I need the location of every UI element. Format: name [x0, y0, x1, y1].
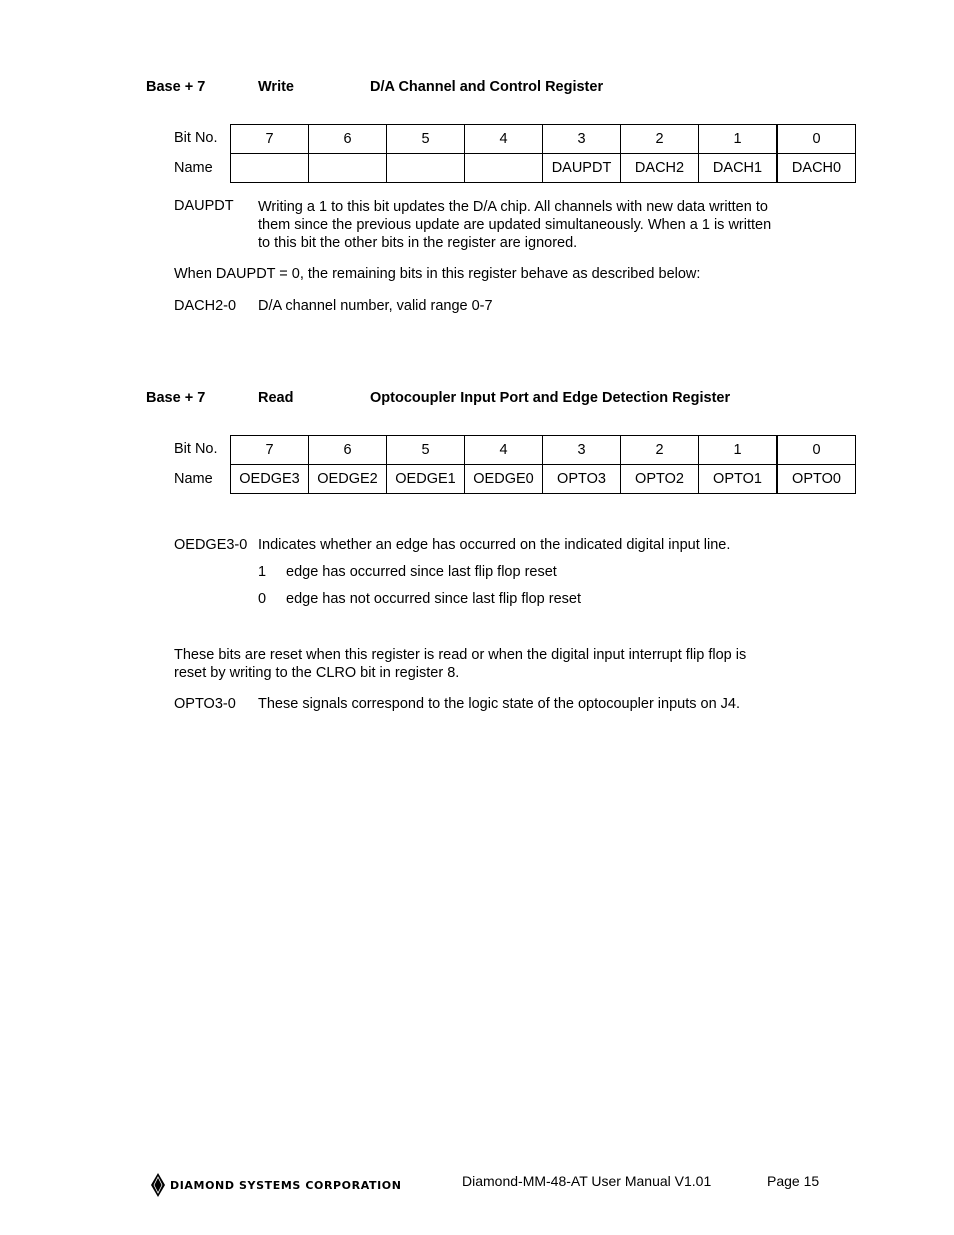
name-cell: DAUPDT [543, 154, 621, 183]
reset-line: These bits are reset when this register is read or when the digital input interrupt flip flop is [174, 647, 747, 663]
bit-cell: 3 [543, 125, 621, 154]
name-cell: OPTO2 [621, 465, 699, 494]
daupdt-line: Writing a 1 to this bit updates the D/A chip. All channels with new data written to [258, 199, 768, 215]
daupdt-description [258, 198, 771, 252]
name-cell: DACH2 [621, 154, 699, 183]
daupdt-term: DAUPDT [174, 198, 234, 214]
name-cell [309, 154, 387, 183]
register-table-read [230, 435, 856, 494]
bit-cell: 5 [387, 436, 465, 465]
bit-cell: 7 [231, 436, 309, 465]
bit-cell: 1 [699, 125, 778, 154]
name-cell [387, 154, 465, 183]
name-row [231, 154, 856, 183]
page-number: Page 15 [767, 1173, 820, 1189]
bit-cell: 4 [465, 436, 543, 465]
opto-term: OPTO3-0 [174, 696, 236, 712]
bit-cell: 5 [387, 125, 465, 154]
oedge-description: Indicates whether an edge has occurred on the indicated digital input line. [258, 537, 731, 553]
name-cell [465, 154, 543, 183]
bit-cell: 6 [309, 436, 387, 465]
company-logo [151, 1173, 402, 1197]
name-cell: OPTO1 [699, 465, 778, 494]
section1-mode: Write [258, 79, 294, 95]
bit-cell: 1 [699, 436, 778, 465]
oedge-term: OEDGE3-0 [174, 537, 248, 553]
register-table-write [230, 124, 856, 183]
name-cell: OEDGE2 [309, 465, 387, 494]
name-cell: DACH0 [777, 154, 856, 183]
name-cell: OEDGE0 [465, 465, 543, 494]
name-row [231, 465, 856, 494]
name-cell [231, 154, 309, 183]
option-text: edge has not occurred since last flip flop reset [286, 591, 581, 607]
reset-line: reset by writing to the CLRO bit in register 8. [174, 665, 460, 681]
bit-cell: 2 [621, 125, 699, 154]
section2-address: Base + 7 [146, 390, 206, 406]
daupdt-note: When DAUPDT = 0, the remaining bits in this register behave as described below: [174, 266, 701, 282]
dach-term: DACH2-0 [174, 298, 237, 314]
daupdt-line: to this bit the other bits in the register are ignored. [258, 235, 578, 251]
diamond-icon [151, 1173, 165, 1197]
dach-description: D/A channel number, valid range 0-7 [258, 298, 493, 314]
bit-cell: 0 [777, 436, 856, 465]
section2-title: Optocoupler Input Port and Edge Detection Register [370, 390, 731, 406]
section1-title: D/A Channel and Control Register [370, 79, 604, 95]
section2-mode: Read [258, 390, 294, 406]
company-name: DIAMOND SYSTEMS CORPORATION [170, 1178, 402, 1192]
opto-description: These signals correspond to the logic state of the optocoupler inputs on J4. [258, 696, 741, 712]
name-label: Name [174, 471, 213, 487]
name-cell: OPTO3 [543, 465, 621, 494]
bitno-row [231, 436, 856, 465]
bit-cell: 6 [309, 125, 387, 154]
bit-cell: 4 [465, 125, 543, 154]
bitno-row [231, 125, 856, 154]
name-cell: OEDGE1 [387, 465, 465, 494]
option-value: 0 [258, 591, 267, 607]
option-text: edge has occurred since last flip flop reset [286, 564, 557, 580]
reset-paragraph [174, 646, 819, 682]
name-cell: OEDGE3 [231, 465, 309, 494]
section1-address: Base + 7 [146, 79, 206, 95]
bit-cell: 7 [231, 125, 309, 154]
bit-cell: 3 [543, 436, 621, 465]
name-cell: DACH1 [699, 154, 778, 183]
bit-cell: 0 [777, 125, 856, 154]
option-value: 1 [258, 564, 267, 580]
name-label: Name [174, 160, 213, 176]
bitno-label: Bit No. [174, 441, 218, 457]
bit-cell: 2 [621, 436, 699, 465]
manual-title: Diamond-MM-48-AT User Manual V1.01 [462, 1173, 712, 1189]
bitno-label: Bit No. [174, 130, 218, 146]
name-cell: OPTO0 [777, 465, 856, 494]
daupdt-line: them since the previous update are updated simultaneously. When a 1 is written [258, 217, 772, 233]
